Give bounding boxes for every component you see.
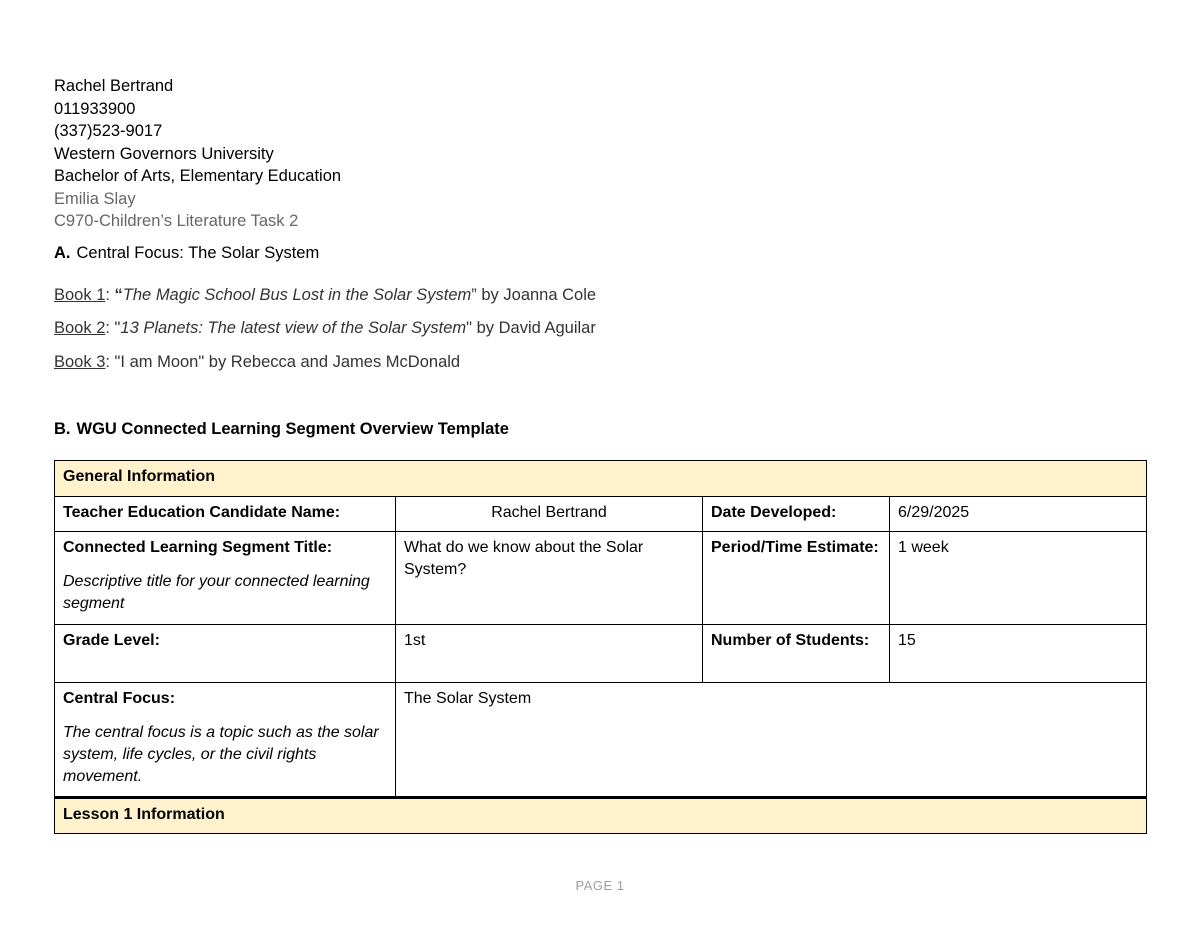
book-3-sep: : [105,353,115,371]
book-1-label: Book 1 [54,286,106,304]
section-b-label: B. [54,420,71,438]
table-row [55,497,1147,532]
book-2-sep: : [105,319,115,337]
date-developed-value: 6/29/2025 [890,497,1147,532]
book-2-author: by David Aguilar [472,319,596,337]
book-2-label: Book 2 [54,319,106,337]
lesson1-info-banner: Lesson 1 Information [55,798,1147,834]
book-1-sep: : [105,286,115,304]
student-name: Rachel Bertrand [54,77,174,95]
section-a-text: Central Focus: The Solar System [76,244,320,262]
book-1 [54,286,596,305]
table-row [55,683,1147,798]
table-row [55,625,1147,683]
book-2-quote-open: " [114,319,121,337]
grade-level-value: 1st [396,625,703,683]
candidate-name-value: Rachel Bertrand [396,497,703,532]
student-id: 011933900 [54,99,136,118]
table-row [55,532,1147,625]
period-time-label: Period/Time Estimate: [703,532,890,625]
book-1-author: by Joanna Cole [476,286,597,304]
student-phone: (337)523-9017 [54,122,163,140]
degree-program: Bachelor of Arts, Elementary Education [54,167,342,185]
period-time-value: 1 week [890,532,1147,625]
book-3-label: Book 3 [54,353,106,371]
central-focus-cell [55,683,396,798]
book-2 [54,319,596,338]
course-title: C970-Children’s Literature Task 2 [54,212,299,230]
central-focus-label: Central Focus: [63,690,176,707]
segment-title-label: Connected Learning Segment Title: [63,539,333,556]
grade-level-label: Grade Level: [55,625,396,683]
section-a-label: A. [54,244,71,262]
book-2-quote-close: " [466,319,473,337]
section-b-heading [54,420,509,439]
student-header [54,75,341,233]
book-1-quote-open: “ [114,286,123,304]
book-1-quote-close: ” [471,286,477,304]
general-info-row [55,461,1147,497]
page-number: PAGE 1 [575,878,625,893]
segment-overview-table [54,460,1147,834]
segment-title-value: What do we know about the Solar System? [396,532,703,625]
book-2-title: 13 Planets: The latest view of the Solar System [120,319,467,337]
segment-title-hint: Descriptive title for your connected learning segment [63,573,370,612]
book-3-rest: "I am Moon" by Rebecca and James McDonald [114,353,461,371]
segment-title-cell [55,532,396,625]
section-a-heading [54,244,319,263]
general-info-banner: General Information [55,461,1147,497]
book-3 [54,353,460,372]
lesson1-info-row [55,798,1147,834]
candidate-name-label: Teacher Education Candidate Name: [55,497,396,532]
date-developed-label: Date Developed: [703,497,890,532]
book-1-title: The Magic School Bus Lost in the Solar System [122,286,472,304]
instructor-name: Emilia Slay [54,189,136,208]
central-focus-hint: The central focus is a topic such as the solar system, life cycles, or the civil rights movement. [63,724,379,785]
central-focus-value: The Solar System [396,683,1147,798]
number-of-students-label: Number of Students: [703,625,890,683]
university-name: Western Governors University [54,144,274,163]
section-b-text: WGU Connected Learning Segment Overview Template [76,420,509,438]
number-of-students-value: 15 [890,625,1147,683]
